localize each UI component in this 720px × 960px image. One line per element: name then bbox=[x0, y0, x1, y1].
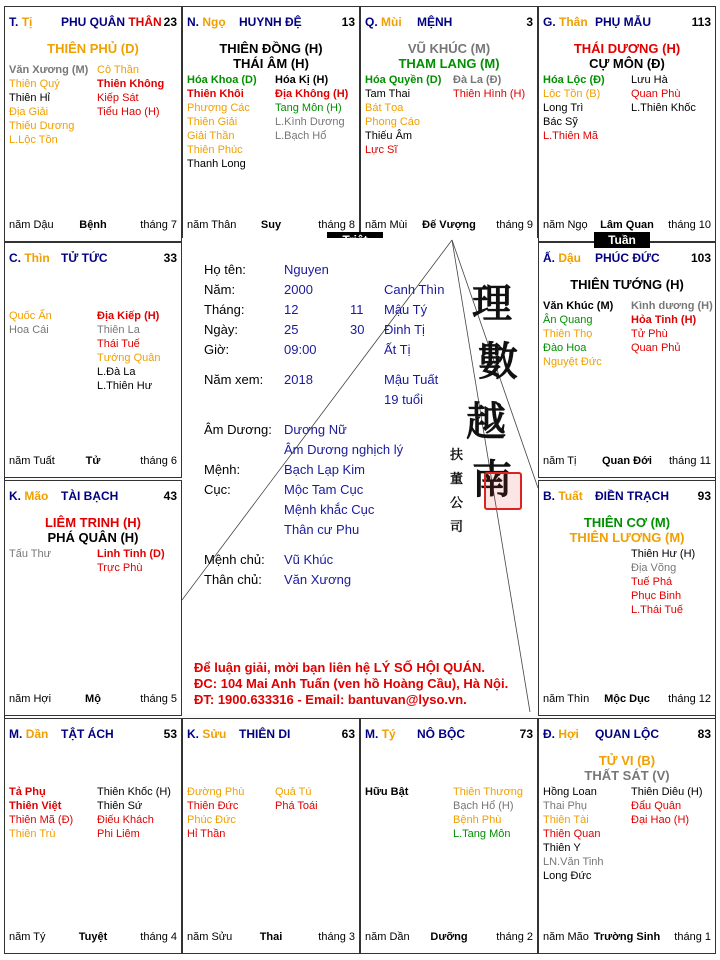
minor-star: L.Thái Tuế bbox=[631, 604, 683, 616]
minor-star: Giải Thần bbox=[187, 130, 235, 142]
palace-ti bbox=[4, 6, 182, 242]
life-stage: Suy bbox=[260, 219, 282, 231]
palace-branch: G. Thân bbox=[543, 15, 588, 29]
minor-star: Tả Phụ bbox=[9, 786, 46, 798]
minor-star: Hỉ Thần bbox=[187, 828, 226, 840]
main-star: TỬ VI (B) bbox=[598, 753, 656, 768]
palace-header bbox=[9, 15, 177, 31]
life-stage: Mộc Dục bbox=[604, 693, 650, 705]
palace-number: 73 bbox=[519, 727, 533, 741]
palace-footer bbox=[543, 219, 711, 233]
month-label: tháng 9 bbox=[496, 219, 533, 231]
year-label: năm Thân bbox=[187, 219, 237, 231]
ngay-am: 30 bbox=[350, 322, 365, 337]
main-star: PHÁ QUÂN (H) bbox=[47, 530, 139, 545]
minor-star: Thái Tuế bbox=[97, 338, 140, 350]
menh-value: Bạch Lạp Kim bbox=[284, 462, 365, 477]
main-star: THIÊN PHỦ (D) bbox=[47, 41, 139, 56]
palace-number: 3 bbox=[526, 15, 533, 29]
minor-star: Thiếu Âm bbox=[365, 130, 413, 142]
thang-value: 12 bbox=[284, 302, 299, 317]
right-stars bbox=[97, 63, 164, 119]
right-stars bbox=[275, 785, 318, 813]
minor-star: Quan Phủ bbox=[631, 342, 681, 354]
palace-name: NÔ BỘC bbox=[417, 727, 465, 741]
calligraphy-char-4: 南 bbox=[472, 456, 512, 503]
minor-star: Thiên Quý bbox=[9, 78, 60, 90]
nam-xem-value: 2018 bbox=[284, 372, 313, 387]
minor-star: Phá Toái bbox=[275, 800, 318, 812]
minor-star: Thiên Sứ bbox=[97, 800, 143, 812]
tuan-tag: Tuần bbox=[594, 232, 650, 248]
right-stars bbox=[97, 547, 165, 575]
seal-char-4: 司 bbox=[450, 520, 464, 535]
palace-footer bbox=[187, 219, 355, 233]
minor-star: Địa Không (H) bbox=[275, 88, 349, 100]
palace-thin bbox=[4, 242, 182, 478]
minor-star: L.Thiên Hư bbox=[97, 380, 153, 392]
palace-header bbox=[543, 15, 711, 31]
minor-star: Tiểu Hao (H) bbox=[97, 106, 160, 118]
year-label: năm Dần bbox=[365, 931, 410, 943]
palace-ngo bbox=[182, 6, 360, 242]
main-star: THIÊN CƠ (M) bbox=[583, 515, 671, 530]
minor-star: Phúc Đức bbox=[187, 814, 236, 826]
minor-star: Văn Khúc (M) bbox=[543, 300, 614, 312]
nam-label: Năm: bbox=[204, 282, 236, 297]
seal-char-1: 扶 bbox=[450, 448, 464, 463]
palace-name: THIÊN DI bbox=[239, 727, 291, 741]
palace-tuat bbox=[538, 480, 716, 716]
palace-name: TÀI BẠCH bbox=[61, 489, 119, 503]
month-label: tháng 10 bbox=[668, 219, 711, 231]
minor-star: Kiếp Sát bbox=[97, 92, 139, 104]
palace-header bbox=[187, 15, 355, 31]
minor-star: L.Thiên Mã bbox=[543, 130, 599, 142]
year-label: năm Tị bbox=[543, 455, 577, 467]
minor-star: Quả Tú bbox=[275, 786, 312, 798]
calligraphy-char-2: 數 bbox=[478, 338, 518, 385]
minor-star: Linh Tinh (D) bbox=[97, 548, 165, 560]
minor-star: L.Đà La bbox=[97, 366, 136, 378]
palace-name: HUYNH ĐỆ bbox=[239, 15, 302, 29]
center-info-panel bbox=[182, 238, 538, 714]
ho-ten-label: Họ tên: bbox=[204, 262, 246, 277]
minor-star: Lưu Hà bbox=[631, 74, 668, 86]
minor-star: Hồng Loan bbox=[543, 786, 597, 798]
minor-star: L.Kình Dương bbox=[275, 116, 345, 128]
minor-star: Thiên Không bbox=[97, 78, 165, 90]
palace-number: 13 bbox=[341, 15, 355, 29]
palace-branch: Ấ. Dậu bbox=[543, 251, 582, 265]
palace-branch: K. Sửu bbox=[187, 727, 227, 741]
ho-ten-value: Nguyen bbox=[284, 262, 329, 277]
month-label: tháng 1 bbox=[674, 931, 711, 943]
minor-star: Đà La (Đ) bbox=[453, 74, 502, 86]
minor-star: Quan Phù bbox=[631, 88, 681, 100]
palace-footer bbox=[9, 219, 177, 233]
minor-star: Nguyệt Đức bbox=[543, 356, 602, 368]
main-star: CỰ MÔN (Đ) bbox=[589, 56, 665, 71]
calligraphy-char-1: 理 bbox=[472, 280, 512, 327]
minor-star: Hóa Kị (H) bbox=[275, 74, 329, 86]
minor-star: Điếu Khách bbox=[97, 814, 154, 826]
red-seal-stamp bbox=[484, 472, 522, 510]
left-stars bbox=[9, 547, 51, 561]
minor-star: Thiên Hình (H) bbox=[453, 88, 526, 100]
life-stage: Thai bbox=[259, 931, 283, 943]
palace-number: 63 bbox=[341, 727, 355, 741]
left-stars bbox=[9, 309, 52, 337]
minor-star: Thiên Đức bbox=[187, 800, 239, 812]
palace-suu bbox=[182, 718, 360, 954]
palace-branch: Q. Mùi bbox=[365, 15, 402, 29]
life-stage: Mộ bbox=[85, 693, 101, 705]
palace-header bbox=[365, 15, 533, 31]
palace-branch: B. Tuất bbox=[543, 489, 583, 503]
palace-number: 103 bbox=[690, 251, 711, 265]
main-star: THÁI ÂM (H) bbox=[233, 56, 309, 71]
right-stars bbox=[97, 785, 171, 841]
palace-footer bbox=[9, 693, 177, 707]
menh-chu-value: Vũ Khúc bbox=[284, 552, 334, 567]
palace-header bbox=[543, 251, 711, 267]
minor-star: LN.Văn Tinh bbox=[543, 856, 604, 868]
left-stars bbox=[543, 73, 605, 143]
minor-star: Tướng Quân bbox=[97, 352, 161, 364]
main-star: THẤT SÁT (V) bbox=[584, 768, 670, 783]
left-stars bbox=[543, 785, 604, 883]
right-stars bbox=[631, 785, 703, 827]
palace-footer bbox=[187, 931, 355, 945]
minor-star: Quốc Ấn bbox=[9, 310, 52, 322]
palace-footer bbox=[9, 455, 177, 469]
right-stars bbox=[631, 547, 695, 617]
minor-star: L.Bạch Hổ bbox=[275, 130, 327, 142]
left-stars bbox=[365, 785, 408, 799]
minor-star: Long Trì bbox=[543, 102, 584, 114]
minor-star: Hóa Khoa (D) bbox=[187, 74, 257, 86]
palace-footer bbox=[365, 931, 533, 945]
calligraphy-char-3: 越 bbox=[466, 398, 506, 445]
minor-star: Lộc Tồn (B) bbox=[543, 88, 601, 100]
palace-mui bbox=[360, 6, 538, 242]
main-star: THAM LANG (M) bbox=[398, 56, 500, 71]
month-label: tháng 12 bbox=[668, 693, 711, 705]
am-duong-ly: Âm Dương nghịch lý bbox=[284, 442, 404, 457]
cuc-label: Cục: bbox=[204, 482, 231, 497]
than-chu-label: Thân chủ: bbox=[204, 572, 262, 587]
minor-star: Trực Phù bbox=[97, 562, 143, 574]
minor-star: Địa Giải bbox=[9, 106, 49, 118]
right-stars bbox=[453, 73, 525, 101]
palace-header bbox=[187, 727, 355, 743]
palace-than bbox=[538, 6, 716, 242]
life-stage: Tuyệt bbox=[78, 931, 108, 943]
tuoi-value: 19 tuổi bbox=[384, 392, 424, 407]
main-star: THIÊN ĐỒNG (H) bbox=[219, 41, 323, 56]
ngay-label: Ngày: bbox=[204, 322, 238, 337]
palace-ty bbox=[360, 718, 538, 954]
palace-header bbox=[543, 727, 711, 743]
am-duong-label: Âm Dương: bbox=[204, 422, 272, 437]
minor-star: Cô Thần bbox=[97, 64, 139, 76]
palace-branch: N. Ngọ bbox=[187, 15, 226, 29]
year-label: năm Ngọ bbox=[543, 219, 588, 231]
life-stage: Bệnh bbox=[79, 219, 107, 231]
palace-header bbox=[365, 727, 533, 743]
right-stars bbox=[97, 309, 161, 393]
minor-star: L.Tang Môn bbox=[453, 828, 511, 840]
minor-star: Hóa Quyền (D) bbox=[365, 74, 442, 86]
minor-star: Thiên Khốc (H) bbox=[97, 786, 171, 798]
minor-star: Thiên Thọ bbox=[543, 328, 593, 340]
palace-name: ĐIỀN TRẠCH bbox=[595, 489, 669, 503]
life-stage: Lâm Quan bbox=[600, 219, 654, 231]
left-stars bbox=[187, 785, 244, 841]
minor-star: Lực Sĩ bbox=[365, 144, 398, 156]
palace-name: PHÚC ĐỨC bbox=[595, 251, 660, 265]
palace-hoi bbox=[538, 718, 716, 954]
nam-xem-label: Năm xem: bbox=[204, 372, 264, 387]
palace-header bbox=[9, 727, 177, 743]
year-label: năm Dậu bbox=[9, 219, 54, 231]
right-stars bbox=[453, 785, 523, 841]
palace-name: TẬT ÁCH bbox=[61, 727, 114, 741]
palace-number: 23 bbox=[163, 15, 177, 29]
minor-star: Phong Cáo bbox=[365, 116, 421, 128]
left-stars bbox=[365, 73, 441, 157]
palace-footer bbox=[543, 931, 711, 945]
cuc-value: Mộc Tam Cục bbox=[284, 482, 364, 497]
month-label: tháng 4 bbox=[140, 931, 177, 943]
palace-name: TỬ TỨC bbox=[61, 251, 108, 265]
than-cu: Thân cư Phu bbox=[284, 522, 360, 537]
minor-star: Bát Tọa bbox=[365, 102, 404, 114]
minor-star: Phi Liêm bbox=[97, 828, 140, 840]
nam-can-chi: Canh Thìn bbox=[384, 282, 445, 297]
month-label: tháng 11 bbox=[668, 455, 711, 467]
minor-star: Hoa Cái bbox=[9, 324, 49, 336]
palace-number: 33 bbox=[163, 251, 177, 265]
minor-star: Thiên Quan bbox=[543, 828, 601, 840]
palace-number: 83 bbox=[697, 727, 711, 741]
right-stars bbox=[631, 73, 696, 115]
minor-star: Thiên Diêu (H) bbox=[631, 786, 703, 798]
month-label: tháng 8 bbox=[318, 219, 355, 231]
minor-star: Long Đức bbox=[543, 870, 592, 882]
life-stage: Dưỡng bbox=[430, 931, 468, 943]
palace-footer bbox=[9, 931, 177, 945]
thang-label: Tháng: bbox=[204, 302, 245, 317]
left-stars bbox=[9, 785, 73, 841]
minor-star: Tang Môn (H) bbox=[275, 102, 342, 114]
year-label: năm Mão bbox=[543, 931, 589, 943]
minor-star: Bác Sỹ bbox=[543, 116, 578, 128]
palace-header bbox=[9, 489, 177, 505]
minor-star: Thiên Trù bbox=[9, 828, 56, 840]
minor-star: Thiên Hỉ bbox=[9, 92, 50, 104]
minor-star: Địa Kiếp (H) bbox=[97, 310, 160, 322]
minor-star: Tấu Thư bbox=[9, 548, 52, 560]
contact-line-1: Để luận giải, mời bạn liên hệ LÝ SỐ HỘI QUÁN. bbox=[194, 660, 485, 675]
palace-number: 93 bbox=[697, 489, 711, 503]
menh-khac-cuc: Mệnh khắc Cục bbox=[284, 502, 375, 517]
palace-branch: K. Mão bbox=[9, 489, 49, 503]
minor-star: Thiên Thương bbox=[453, 786, 524, 798]
minor-star: Đẩu Quân bbox=[631, 800, 682, 812]
nam-xem-can-chi: Mậu Tuất bbox=[384, 372, 439, 387]
minor-star: Thanh Long bbox=[187, 158, 246, 170]
minor-star: Tử Phù bbox=[631, 328, 668, 340]
life-stage: Tử bbox=[85, 455, 101, 467]
menh-chu-label: Mệnh chủ: bbox=[204, 552, 265, 567]
right-stars bbox=[631, 299, 713, 355]
life-stage: Đế Vượng bbox=[422, 219, 476, 231]
minor-star: Đường Phù bbox=[187, 786, 245, 798]
minor-star: Bệnh Phù bbox=[453, 814, 502, 826]
year-label: năm Mùi bbox=[365, 219, 408, 231]
minor-star: Hữu Bật bbox=[365, 786, 409, 798]
month-label: tháng 2 bbox=[496, 931, 533, 943]
minor-star: Phục Binh bbox=[631, 590, 682, 602]
main-star: THIÊN LƯƠNG (M) bbox=[569, 530, 685, 545]
nam-value: 2000 bbox=[284, 282, 313, 297]
palace-header bbox=[9, 251, 177, 267]
seal-char-2: 董 bbox=[450, 472, 464, 487]
gio-can-chi: Ất Tị bbox=[384, 342, 411, 357]
minor-star: Bạch Hổ (H) bbox=[453, 800, 514, 812]
year-label: năm Sửu bbox=[187, 931, 233, 943]
minor-star: Địa Võng bbox=[631, 562, 677, 574]
left-stars bbox=[543, 299, 613, 369]
palace-branch: M. Dần bbox=[9, 727, 49, 741]
contact-address: ĐC: 104 Mai Anh Tuấn (ven hồ Hoàng Cầu), Hà Nội. bbox=[194, 676, 509, 691]
thang-can-chi: Mậu Tý bbox=[384, 302, 428, 317]
ngay-value: 25 bbox=[284, 322, 299, 337]
minor-star: Ân Quang bbox=[543, 314, 593, 326]
palace-branch: Đ. Hợi bbox=[543, 727, 579, 741]
palace-number: 53 bbox=[163, 727, 177, 741]
minor-star: Đào Hoa bbox=[543, 342, 587, 354]
life-stage: Quan Đới bbox=[602, 455, 652, 467]
left-stars bbox=[9, 63, 88, 147]
palace-footer bbox=[543, 455, 711, 469]
palace-number: 43 bbox=[163, 489, 177, 503]
minor-star: Thiếu Dương bbox=[9, 120, 75, 132]
ngay-can-chi: Đinh Tị bbox=[384, 322, 425, 337]
gio-label: Giờ: bbox=[204, 342, 230, 357]
main-star: LIÊM TRINH (H) bbox=[44, 515, 142, 530]
minor-star: Thiên Khôi bbox=[187, 88, 244, 100]
palace-footer bbox=[365, 219, 533, 233]
month-label: tháng 3 bbox=[318, 931, 355, 943]
minor-star: Đại Hao (H) bbox=[631, 814, 690, 826]
minor-star: Thiên Hư (H) bbox=[631, 548, 696, 560]
minor-star: Thiên La bbox=[97, 324, 140, 336]
minor-star: Phượng Các bbox=[187, 102, 250, 114]
main-star: VŨ KHÚC (M) bbox=[407, 41, 491, 56]
minor-star: Thiên Y bbox=[543, 842, 581, 854]
minor-star: Thai Phụ bbox=[543, 800, 588, 812]
palace-branch: M. Tý bbox=[365, 727, 396, 741]
am-duong-value: Dương Nữ bbox=[284, 422, 347, 437]
minor-star: Kình dương (H) bbox=[631, 300, 713, 312]
right-stars bbox=[275, 73, 348, 143]
year-label: năm Hợi bbox=[9, 693, 52, 705]
year-label: năm Tuất bbox=[9, 455, 55, 467]
minor-star: L.Thiên Khốc bbox=[631, 102, 696, 114]
palace-dau bbox=[538, 242, 716, 478]
year-label: năm Tý bbox=[9, 931, 46, 943]
palace-name: MỆNH bbox=[417, 15, 453, 29]
contact-phone-email[interactable]: ĐT: 1900.633316 - Email: bantuvan@lyso.vn. bbox=[194, 692, 467, 707]
palace-name: PHU QUÂN THÂN bbox=[61, 15, 162, 29]
month-label: tháng 5 bbox=[140, 693, 177, 705]
gio-value: 09:00 bbox=[284, 342, 317, 357]
month-label: tháng 6 bbox=[140, 455, 177, 467]
minor-star: Thiên Giải bbox=[187, 116, 238, 128]
life-stage: Trường Sinh bbox=[593, 931, 661, 943]
palace-dan bbox=[4, 718, 182, 954]
minor-star: Thiên Việt bbox=[9, 800, 62, 812]
thang-am: 11 bbox=[350, 302, 364, 317]
palace-footer bbox=[543, 693, 711, 707]
palace-branch: T. Tị bbox=[9, 15, 33, 29]
palace-header bbox=[543, 489, 711, 505]
month-label: tháng 7 bbox=[140, 219, 177, 231]
minor-star: Tuế Phá bbox=[631, 576, 673, 588]
than-chu-value: Văn Xương bbox=[284, 572, 352, 587]
minor-star: Hóa Lộc (Đ) bbox=[543, 74, 605, 86]
minor-star: Văn Xương (M) bbox=[9, 64, 89, 76]
minor-star: Thiên Tài bbox=[543, 814, 589, 826]
left-stars bbox=[187, 73, 257, 171]
year-label: năm Thìn bbox=[543, 693, 590, 705]
palace-name: QUAN LỘC bbox=[595, 727, 659, 741]
palace-branch: C. Thìn bbox=[9, 251, 50, 265]
minor-star: Thiên Phúc bbox=[187, 144, 243, 156]
palace-name: PHỤ MẪU bbox=[595, 15, 651, 29]
seal-char-3: 公 bbox=[450, 496, 464, 511]
menh-label: Mệnh: bbox=[204, 462, 241, 477]
palace-mao bbox=[4, 480, 182, 716]
palace-number: 113 bbox=[691, 15, 711, 29]
minor-star: Tam Thai bbox=[365, 88, 411, 100]
main-star: THÁI DƯƠNG (H) bbox=[573, 41, 681, 56]
minor-star: Hỏa Tinh (H) bbox=[631, 314, 697, 326]
minor-star: L.Lộc Tồn bbox=[9, 134, 58, 146]
main-star: THIÊN TƯỚNG (H) bbox=[570, 277, 684, 292]
minor-star: Thiên Mã (Đ) bbox=[9, 814, 74, 826]
